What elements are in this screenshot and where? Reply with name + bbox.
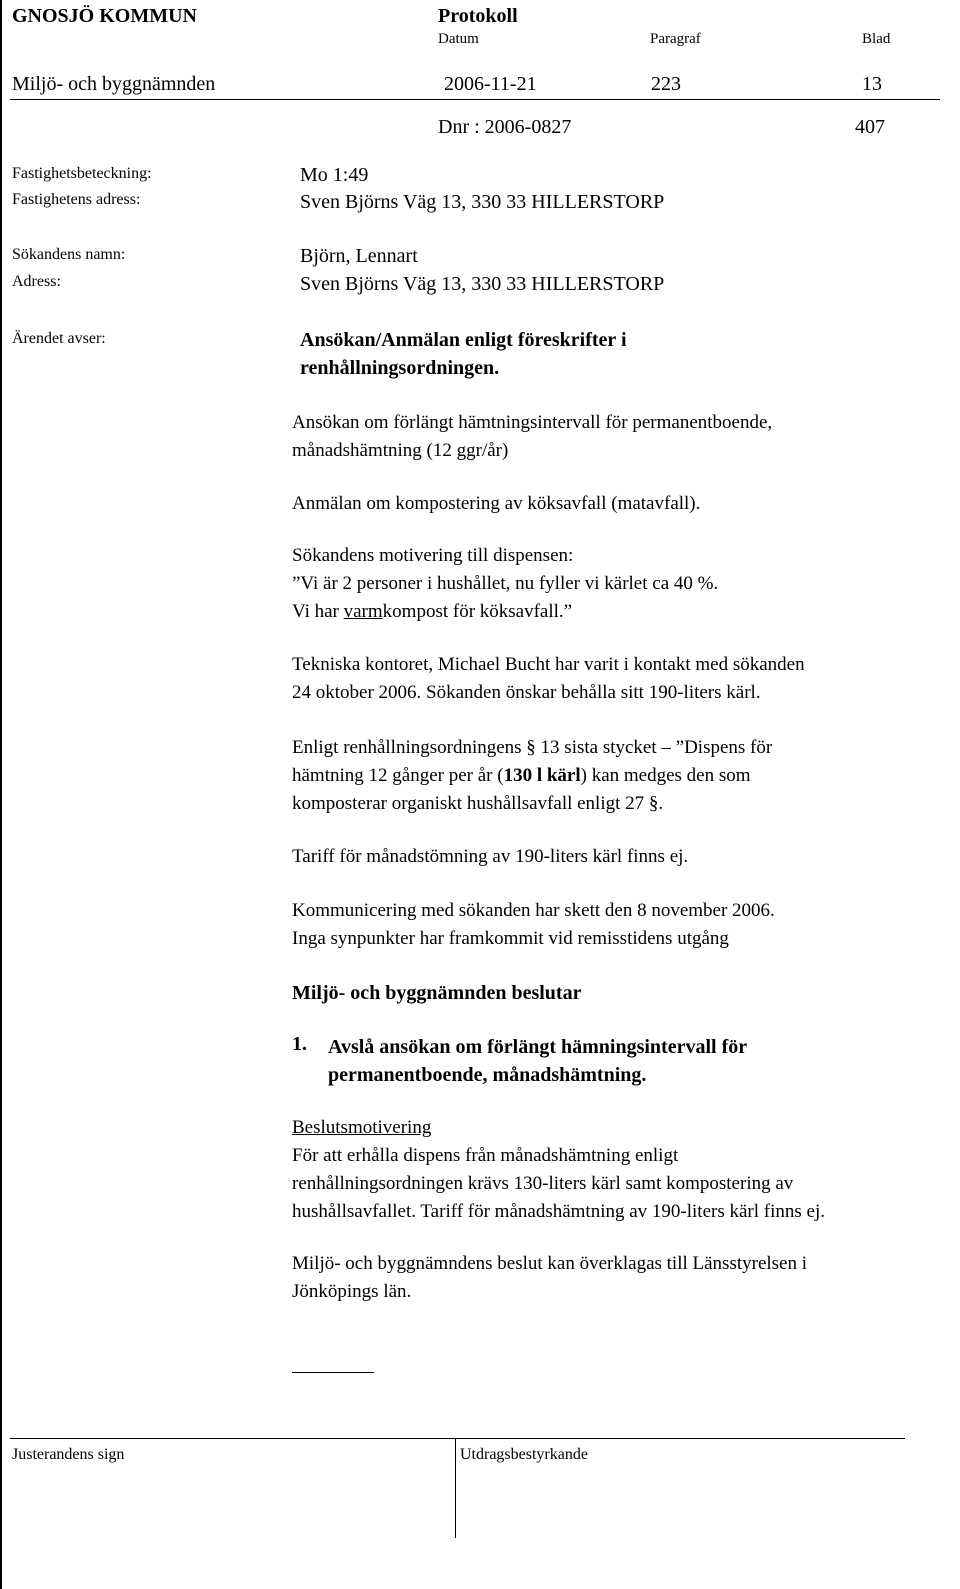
property-value: Mo 1:49 <box>300 164 369 186</box>
application-line-1: Ansökan om förlängt hämtningsintervall för permanentboende, <box>292 412 773 433</box>
property-address-label: Fastighetens adress: <box>12 191 141 208</box>
footer-divider <box>455 1438 456 1538</box>
adjuster-signature-label: Justerandens sign <box>12 1446 125 1463</box>
certification-label: Utdragsbestyrkande <box>460 1446 588 1463</box>
regulation-paragraph <box>292 734 952 818</box>
subject-label: Ärendet avser: <box>12 330 106 347</box>
contact-line-1: Tekniska kontoret, Michael Bucht har varit i kontakt med sökanden <box>292 654 805 675</box>
document-type: Protokoll <box>438 5 518 27</box>
decision-item-text <box>328 1033 747 1089</box>
decision-heading: Miljö- och byggnämnden beslutar <box>292 982 582 1004</box>
quote-line-2: Vi har varmkompost för köksavfall.” <box>292 601 573 622</box>
motivation-section <box>292 1114 952 1226</box>
committee-name: Miljö- och byggnämnden <box>12 73 216 95</box>
contact-line-2: 24 oktober 2006. Sökanden önskar behålla sitt 190-liters kärl. <box>292 682 761 703</box>
footer-rule <box>10 1438 905 1439</box>
column-header-paragraf: Paragraf <box>650 31 701 47</box>
decision-item-number: 1. <box>292 1033 307 1055</box>
address-value: Sven Björns Väg 13, 330 33 HILLERSTORP <box>300 273 665 295</box>
underlined-word: varm <box>343 601 383 622</box>
decision-line-1: Avslå ansökan om förlängt hämningsintervall för <box>328 1036 748 1058</box>
quote-line-1: ”Vi är 2 personer i hushållet, nu fyller vi kärlet ca 40 %. <box>292 573 719 594</box>
header-rule <box>10 99 940 100</box>
paragraph-number: 223 <box>651 73 681 95</box>
column-header-datum: Datum <box>438 31 479 47</box>
subject-line-1: Ansökan/Anmälan enligt föreskrifter i <box>300 329 627 351</box>
quote-intro: Sökandens motivering till dispensen: <box>292 545 574 566</box>
case-number: Dnr : 2006-0827 <box>438 116 572 138</box>
decision-line-2: permanentboende, månadshämtning. <box>328 1064 647 1086</box>
page-number: 13 <box>862 73 882 95</box>
left-margin-rule <box>0 0 2 1589</box>
motivation-quote-paragraph <box>292 542 952 626</box>
communication-line-1: Kommunicering med sökanden har skett den 8 november 2006. <box>292 900 775 921</box>
regulation-line-2: hämtning 12 gånger per år (130 l kärl) kan medges den som <box>292 765 751 786</box>
notification-line: Anmälan om kompostering av köksavfall (matavfall). <box>292 493 701 514</box>
notification-paragraph <box>292 490 952 518</box>
applicant-label: Sökandens namn: <box>12 246 126 263</box>
tariff-paragraph <box>292 843 952 871</box>
communication-line-2: Inga synpunkter har framkommit vid remisstidens utgång <box>292 928 729 949</box>
motivation-line-1: För att erhålla dispens från månadshämtning enligt <box>292 1145 679 1166</box>
subject-line-2: renhållningsordningen. <box>300 357 500 379</box>
motivation-line-3: hushållsavfallet. Tariff för månadshämtning av 190-liters kärl finns ej. <box>292 1201 825 1222</box>
appeal-line-2: Jönköpings län. <box>292 1281 412 1302</box>
organization-name: GNOSJÖ KOMMUN <box>12 5 197 27</box>
regulation-line-3: komposterar organiskt hushållsavfall enligt 27 §. <box>292 793 664 814</box>
meeting-date: 2006-11-21 <box>444 73 537 95</box>
contact-paragraph <box>292 651 952 707</box>
motivation-line-2: renhållningsordningen krävs 130-liters kärl samt kompostering av <box>292 1173 794 1194</box>
tariff-line: Tariff för månadstömning av 190-liters kärl finns ej. <box>292 846 689 867</box>
communication-paragraph <box>292 897 952 953</box>
appeal-line-1: Miljö- och byggnämndens beslut kan överklagas till Länsstyrelsen i <box>292 1253 808 1274</box>
property-address-value: Sven Björns Väg 13, 330 33 HILLERSTORP <box>300 191 665 213</box>
application-line-2: månadshämtning (12 ggr/år) <box>292 440 509 461</box>
end-rule <box>292 1372 374 1373</box>
appeal-paragraph <box>292 1250 952 1306</box>
column-header-blad: Blad <box>862 31 891 47</box>
application-paragraph <box>292 409 952 465</box>
motivation-heading: Beslutsmotivering <box>292 1117 432 1138</box>
regulation-line-1: Enligt renhållningsordningens § 13 sista stycket – ”Dispens för <box>292 737 773 758</box>
applicant-value: Björn, Lennart <box>300 245 418 267</box>
property-label: Fastighetsbeteckning: <box>12 165 152 182</box>
address-label: Adress: <box>12 273 61 290</box>
case-reference-number: 407 <box>855 116 885 138</box>
bold-container-size: 130 l kärl <box>503 765 581 786</box>
